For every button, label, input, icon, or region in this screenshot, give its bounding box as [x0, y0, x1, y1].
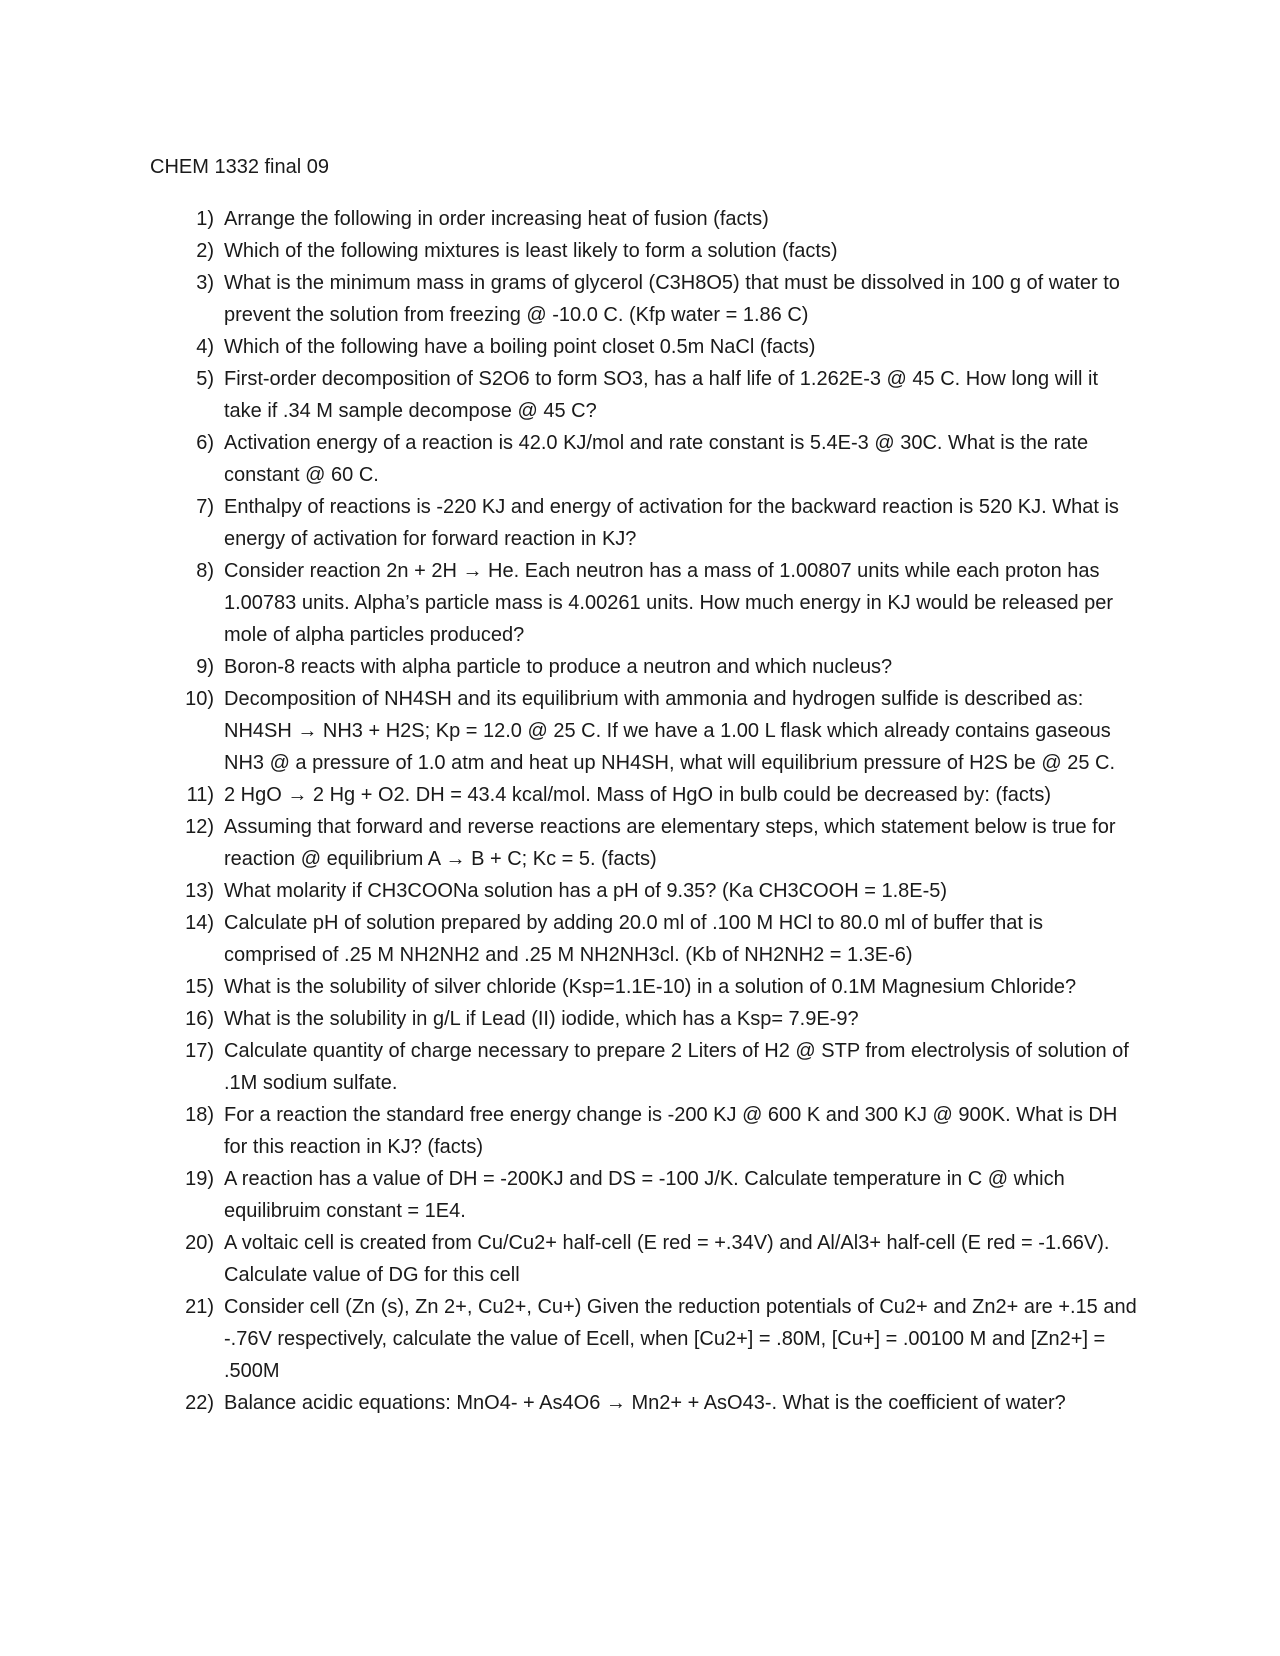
question-text: Which of the following have a boiling point closet 0.5m NaCl (facts) — [224, 336, 816, 358]
question-text: Consider reaction 2n + 2H → He. Each neutron has a mass of 1.00807 units while each proton has 1.00783 units. Alpha’s particle mass is 4.00261 units. How much energy in KJ would be released per mole of alpha particles produced? — [224, 560, 1114, 646]
question-text: What molarity if CH3COONa solution has a pH of 9.35? (Ka CH3COOH = 1.8E-5) — [224, 880, 948, 902]
question-text: What is the solubility of silver chloride (Ksp=1.1E-10) in a solution of 0.1M Magnesium Chloride? — [224, 976, 1077, 998]
question-text: Arrange the following in order increasing heat of fusion (facts) — [224, 208, 769, 230]
question-item — [150, 1003, 1140, 1035]
question-number: 14) — [185, 912, 214, 934]
question-text: Which of the following mixtures is least likely to form a solution (facts) — [224, 240, 838, 262]
question-number: 9) — [196, 656, 214, 678]
question-item — [150, 875, 1140, 907]
question-number: 6) — [196, 432, 214, 454]
question-item — [150, 491, 1140, 555]
question-item — [150, 1291, 1140, 1387]
question-number: 18) — [185, 1104, 214, 1126]
question-text: Activation energy of a reaction is 42.0 KJ/mol and rate constant is 5.4E-3 @ 30C. What is the rate constant @ 60 C. — [224, 432, 1089, 486]
question-text: Calculate quantity of charge necessary to prepare 2 Liters of H2 @ STP from electrolysis of solution of .1M sodium sulfate. — [224, 1040, 1129, 1094]
question-text: Enthalpy of reactions is -220 KJ and energy of activation for the backward reaction is 520 KJ. What is energy of activation for forward reaction in KJ? — [224, 496, 1119, 550]
question-number: 7) — [196, 496, 214, 518]
question-number: 20) — [185, 1232, 214, 1254]
question-number: 8) — [196, 560, 214, 582]
question-number: 16) — [185, 1008, 214, 1030]
question-item — [150, 267, 1140, 331]
question-list — [150, 203, 1140, 1419]
question-number: 2) — [196, 240, 214, 262]
question-number: 1) — [196, 208, 214, 230]
question-number: 11) — [186, 784, 214, 806]
question-number: 22) — [185, 1392, 214, 1414]
question-number: 5) — [196, 368, 214, 390]
question-item — [150, 1163, 1140, 1227]
question-number: 17) — [185, 1040, 214, 1062]
question-item — [150, 651, 1140, 683]
question-item — [150, 555, 1140, 651]
question-number: 19) — [185, 1168, 214, 1190]
question-number: 15) — [185, 976, 214, 998]
question-text: What is the solubility in g/L if Lead (II) iodide, which has a Ksp= 7.9E-9? — [224, 1008, 859, 1030]
question-text: A voltaic cell is created from Cu/Cu2+ half-cell (E red = +.34V) and Al/Al3+ half-cell (E red = -1.66V). Calculate value of DG for this cell — [224, 1232, 1110, 1286]
question-text: Calculate pH of solution prepared by adding 20.0 ml of .100 M HCl to 80.0 ml of buffer that is comprised of .25 M NH2NH2 and .25 M NH2NH3cl. (Kb of NH2NH2 = 1.3E-6) — [224, 912, 1043, 966]
question-item — [150, 907, 1140, 971]
question-text: What is the minimum mass in grams of glycerol (C3H8O5) that must be dissolved in 100 g of water to prevent the solution from freezing @ -10.0 C. (Kfp water = 1.86 C) — [224, 272, 1120, 326]
question-text: Decomposition of NH4SH and its equilibrium with ammonia and hydrogen sulfide is described as: NH4SH → NH3 + H2S; Kp = 12.0 @ 25 C. If we have a 1.00 L flask which already contains gaseous NH3 @ a pressure of 1.0 atm and heat up NH4SH, what will equilibrium pressure of H2S be @ 25 C. — [224, 688, 1116, 774]
question-text: First-order decomposition of S2O6 to form SO3, has a half life of 1.262E-3 @ 45 C. How long will it take if .34 M sample decompose @ 45 C? — [224, 368, 1099, 422]
question-item — [150, 363, 1140, 427]
question-item — [150, 1099, 1140, 1163]
question-text: Balance acidic equations: MnO4- + As4O6 → Mn2+ + AsO43-. What is the coefficient of water? — [224, 1392, 1066, 1414]
question-number: 3) — [196, 272, 214, 294]
question-item — [150, 779, 1140, 811]
question-number: 12) — [185, 816, 214, 838]
question-item — [150, 1227, 1140, 1291]
question-item — [150, 203, 1140, 235]
question-item — [150, 811, 1140, 875]
question-text: Assuming that forward and reverse reactions are elementary steps, which statement below is true for reaction @ equilibrium A → B + C; Kc = 5. (facts) — [224, 816, 1116, 870]
question-number: 21) — [185, 1296, 214, 1318]
question-text: Consider cell (Zn (s), Zn 2+, Cu2+, Cu+) Given the reduction potentials of Cu2+ and Zn2+ are +.15 and -.76V respectively, calculate the value of Ecell, when [Cu2+] = .80M, [Cu+] = .00100 M and [Zn2+] = .500M — [224, 1296, 1137, 1382]
question-item — [150, 1035, 1140, 1099]
question-item — [150, 427, 1140, 491]
question-text: A reaction has a value of DH = -200KJ and DS = -100 J/K. Calculate temperature in C @ which equilibruim constant = 1E4. — [224, 1168, 1065, 1222]
question-item — [150, 331, 1140, 363]
question-item — [150, 1387, 1140, 1419]
question-number: 4) — [196, 336, 214, 358]
question-text: Boron-8 reacts with alpha particle to produce a neutron and which nucleus? — [224, 656, 893, 678]
question-item — [150, 683, 1140, 779]
document-title: CHEM 1332 final 09 — [150, 156, 329, 178]
question-number: 10) — [185, 688, 214, 710]
question-item — [150, 235, 1140, 267]
question-text: 2 HgO → 2 Hg + O2. DH = 43.4 kcal/mol. Mass of HgO in bulb could be decreased by: (facts) — [224, 784, 1052, 806]
question-number: 13) — [185, 880, 214, 902]
question-text: For a reaction the standard free energy change is -200 KJ @ 600 K and 300 KJ @ 900K. What is DH for this reaction in KJ? (facts) — [224, 1104, 1118, 1158]
question-item — [150, 971, 1140, 1003]
